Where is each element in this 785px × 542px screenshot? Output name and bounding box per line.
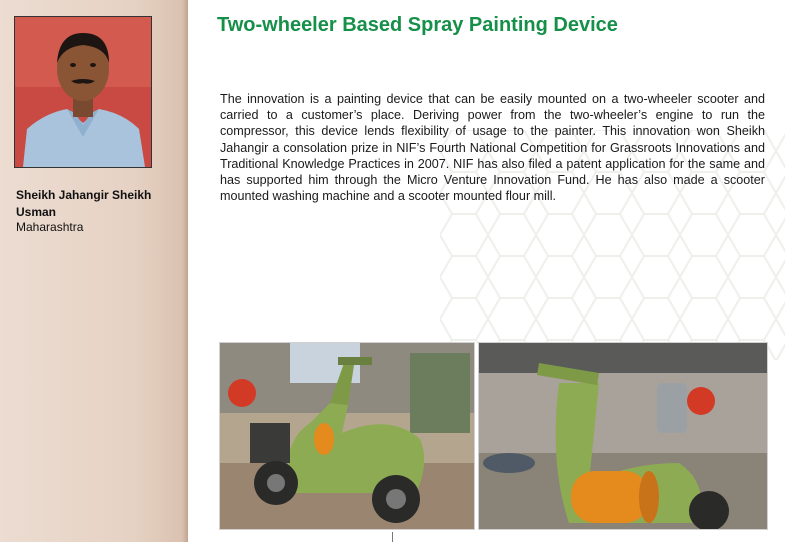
- sidebar-edge-shadow: [182, 0, 188, 542]
- portrait-photo: [14, 16, 152, 168]
- person-state: Maharashtra: [16, 220, 84, 234]
- scooter-compressor-photo: [478, 342, 768, 530]
- person-name: Sheikh Jahangir Sheikh Usman: [16, 188, 152, 219]
- page-title: Two-wheeler Based Spray Painting Device: [217, 14, 618, 36]
- page-divider: [392, 532, 393, 542]
- article-description: The innovation is a painting device that can be easily mounted on a two-wheeler scooter and carried to a customer’s place. Deriving power from the two-wheeler’s engine to run the compressor, this device lends flexibility of usage to the painter. This innovation won Sheikh Jahangir a consolation prize in NIF’s Fourth National Competition for Grassroots Innovations and Traditional Knowledge Practices in 2007. NIF has also filed a patent application for the same and has supported him through the Micro Venture Innovation Fund. He has also made a scooter mounted washing machine and a scooter mounted flour mill.: [220, 92, 765, 204]
- scooter-photo: [219, 342, 475, 530]
- profile-sidebar: [0, 0, 188, 542]
